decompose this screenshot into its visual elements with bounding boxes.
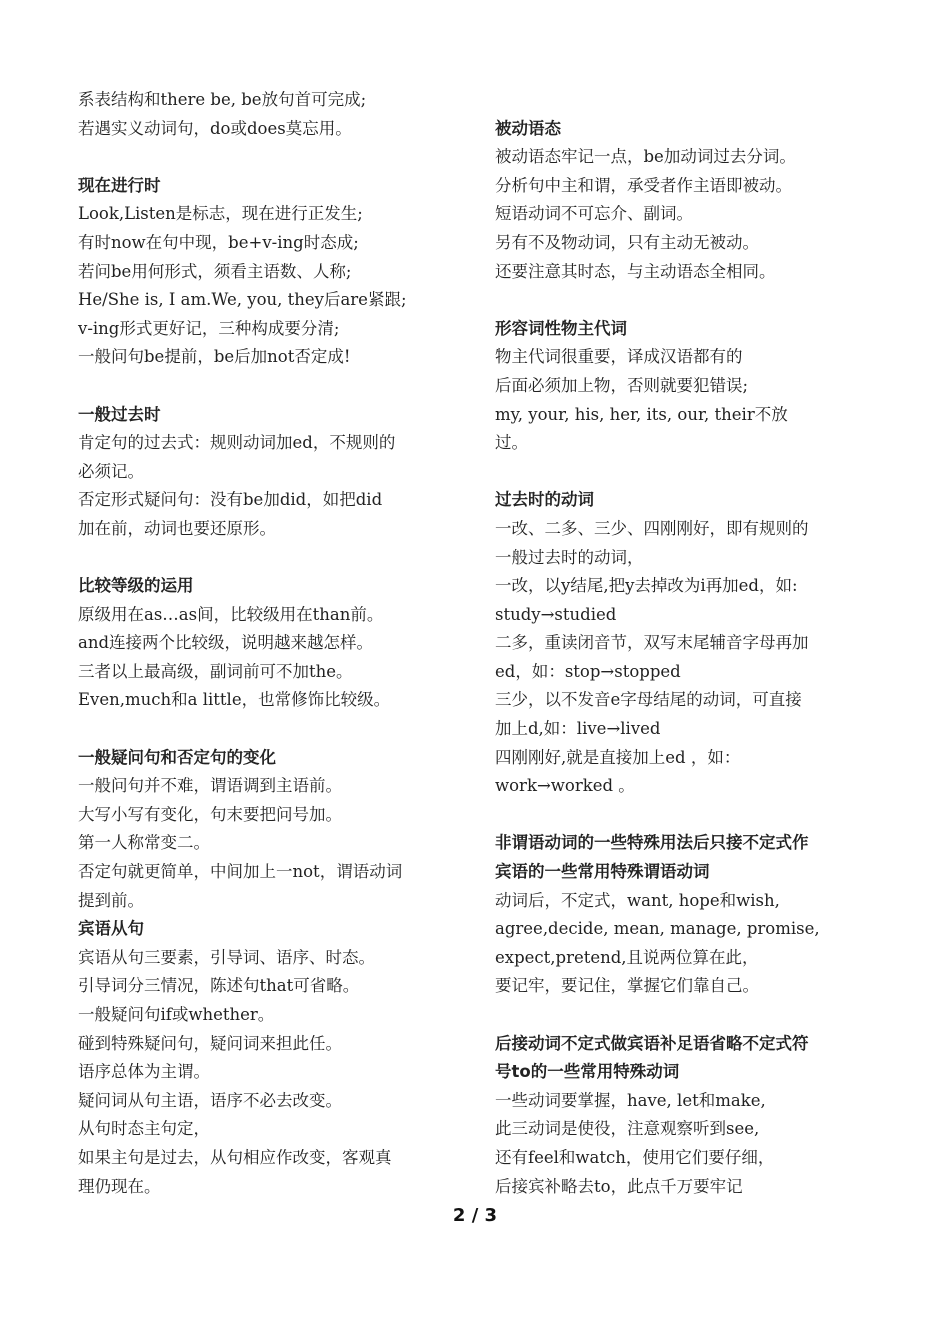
text-line: 三少，以不发音e字母结尾的动词，可直接 — [495, 690, 802, 710]
section-heading: 过去时的动词 — [495, 490, 594, 510]
text-line: 加在前，动词也要还原形。 — [78, 518, 276, 538]
text-line: 此三动词是使役，注意观察听到see, — [495, 1119, 760, 1139]
text-line: 过。 — [495, 433, 528, 453]
blank-line — [78, 143, 463, 172]
text-line: Look,Listen是标志，现在进行正发生; — [78, 204, 363, 224]
section-heading: 一般过去时 — [78, 404, 161, 424]
left-column — [78, 86, 463, 1201]
text-line: 短语动词不可忘介、副词。 — [495, 204, 693, 224]
text-line: 原级用在as…as间，比较级用在than前。 — [78, 604, 384, 624]
text-line: ed，如：stop→stopped — [495, 661, 681, 681]
text-line: 必须记。 — [78, 461, 144, 481]
text-line: 提到前。 — [78, 890, 144, 910]
text-line: 碰到特殊疑问句，疑问词来担此任。 — [78, 1033, 342, 1053]
text-line: 一般问句并不难，谓语调到主语前。 — [78, 776, 342, 796]
text-line: Even,much和a little，也常修饰比较级。 — [78, 690, 391, 710]
text-line: v-ing形式更好记，三种构成要分清; — [78, 318, 340, 338]
text-line: 另有不及物动词，只有主动无被动。 — [495, 232, 759, 252]
text-line: 要记牢，要记住，掌握它们靠自己。 — [495, 976, 759, 996]
text-line: work→worked 。 — [495, 776, 635, 796]
text-line: and连接两个比较级，说明越来越怎样。 — [78, 633, 374, 653]
text-line: 还要注意其时态，与主动语态全相同。 — [495, 261, 776, 281]
text-line: 一些动词要掌握，have, let和make, — [495, 1090, 766, 1110]
section-heading: 非谓语动词的一些特殊用法后只接不定式作 — [495, 833, 809, 853]
text-line: 肯定句的过去式：规则动词加ed，不规则的 — [78, 433, 396, 453]
text-line: 大写小写有变化，句末要把问号加。 — [78, 804, 342, 824]
section-heading: 宾语的一些常用特殊谓语动词 — [495, 862, 710, 882]
blank-line — [78, 372, 463, 401]
text-line: 第一人称常变二。 — [78, 833, 210, 853]
blank-line — [495, 801, 875, 830]
right-column — [495, 86, 875, 1201]
text-line: 三者以上最高级，副词前可不加the。 — [78, 661, 353, 681]
text-line: 如果主句是过去，从句相应作改变，客观真 — [78, 1147, 392, 1167]
text-line: 一般疑问句if或whether。 — [78, 1005, 275, 1024]
text-line: 引导词分三情况，陈述句that可省略。 — [78, 976, 360, 996]
text-line: 理仍现在。 — [78, 1176, 161, 1196]
text-line: He/She is, I am.We, you, they后are紧跟; — [78, 290, 407, 310]
text-line: 加上d,如：live→lived — [495, 719, 661, 739]
text-line: 一般过去时的动词， — [495, 547, 644, 567]
section-heading: 现在进行时 — [78, 175, 161, 195]
text-line: 语序总体为主谓。 — [78, 1062, 210, 1082]
text-line: expect,pretend,且说两位算在此， — [495, 947, 759, 967]
text-line: agree,decide, mean, manage, promise, — [495, 919, 820, 939]
text-line: 若遇实义动词句，do或does莫忘用。 — [78, 118, 352, 138]
page-number: 2 / 3 — [452, 1205, 498, 1226]
section-heading: 比较等级的运用 — [78, 576, 194, 596]
blank-line — [495, 1001, 875, 1030]
blank-line — [495, 286, 875, 315]
text-line: 宾语从句三要素，引导词、语序、时态。 — [78, 947, 375, 967]
text-line: 一改、二多、三少、四刚刚好，即有规则的 — [495, 518, 809, 538]
text-line: 还有feel和watch，使用它们要仔细， — [495, 1147, 775, 1167]
text-line: 若问be用何形式，须看主语数、人称; — [78, 261, 352, 281]
text-line: 二多，重读闭音节，双写末尾辅音字母再加 — [495, 633, 809, 653]
text-line: 被动语态牢记一点，be加动词过去分词。 — [495, 147, 796, 167]
text-line: 动词后，不定式，want, hope和wish, — [495, 890, 780, 910]
text-line: 分析句中主和谓，承受者作主语即被动。 — [495, 175, 792, 195]
blank-line — [78, 715, 463, 744]
section-heading: 后接动词不定式做宾语补足语省略不定式符 — [495, 1033, 809, 1053]
text-line: 系表结构和there be, be放句首可完成; — [78, 90, 367, 109]
text-line: study→studied — [495, 604, 617, 624]
section-heading: 宾语从句 — [78, 919, 144, 939]
text-line: 疑问词从句主语，语序不必去改变。 — [78, 1090, 342, 1110]
text-line: 否定句就更简单，中间加上一not，谓语动词 — [78, 862, 403, 882]
text-line: 后接宾补略去to，此点千万要牢记 — [495, 1176, 743, 1196]
text-line: 一改，以y结尾,把y去掉改为i再加ed，如: — [495, 576, 798, 596]
section-heading: 形容词性物主代词 — [495, 318, 627, 338]
text-line: 一般问句be提前，be后加not否定成! — [78, 347, 351, 367]
text-line: 四刚刚好,就是直接加上ed ，如： — [495, 747, 741, 767]
section-heading: 一般疑问句和否定句的变化 — [78, 747, 276, 767]
text-line: 后面必须加上物，否则就要犯错误; — [495, 375, 749, 395]
text-line: 有时now在句中现，be+v-ing时态成; — [78, 232, 359, 252]
blank-line — [495, 458, 875, 487]
text-line: 物主代词很重要，译成汉语都有的 — [495, 347, 743, 367]
section-heading: 号to的一些常用特殊动词 — [495, 1062, 680, 1082]
text-line: 否定形式疑问句：没有be加did，如把did — [78, 490, 383, 510]
blank-line — [495, 86, 875, 115]
section-heading: 被动语态 — [495, 118, 561, 138]
text-line: 从句时态主句定， — [78, 1119, 210, 1139]
text-line: my, your, his, her, its, our, their不放 — [495, 404, 788, 424]
blank-line — [78, 544, 463, 573]
